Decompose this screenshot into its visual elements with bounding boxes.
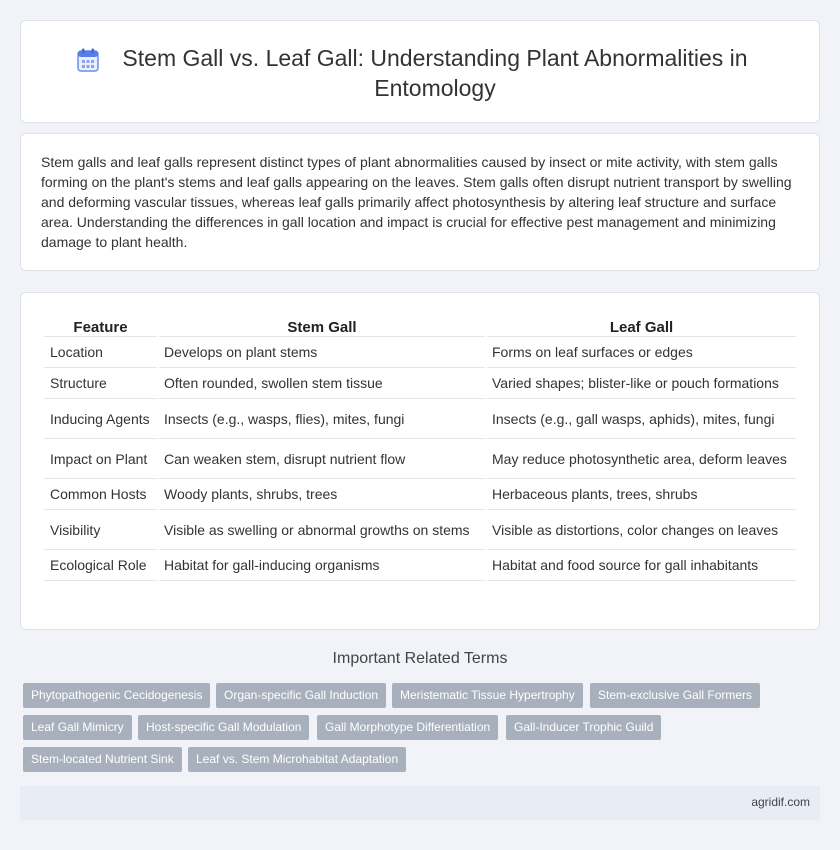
row-stem-gall: Often rounded, swollen stem tissue — [159, 368, 485, 399]
related-term-tag[interactable]: Host-specific Gall Modulation — [138, 715, 309, 740]
row-feature: Inducing Agents — [44, 399, 157, 439]
footer-site-link[interactable]: agridif.com — [751, 795, 810, 809]
row-stem-gall: Visible as swelling or abnormal growths on stems — [159, 510, 485, 550]
header-card — [20, 20, 820, 123]
comparison-table-card — [20, 292, 820, 630]
related-term-tag[interactable]: Stem-exclusive Gall Formers — [590, 683, 760, 708]
row-feature: Impact on Plant — [44, 439, 157, 479]
page-title: Stem Gall vs. Leaf Gall: Understanding Plant Abnormalities in Entomology — [122, 45, 748, 101]
related-term-tag[interactable]: Leaf Gall Mimicry — [23, 715, 132, 740]
row-stem-gall: Woody plants, shrubs, trees — [159, 479, 485, 510]
related-term-tag[interactable]: Leaf vs. Stem Microhabitat Adaptation — [188, 747, 406, 772]
table-row — [44, 550, 796, 581]
row-feature: Structure — [44, 368, 157, 399]
title-row — [21, 43, 819, 103]
row-leaf-gall: Herbaceous plants, trees, shrubs — [487, 479, 796, 510]
related-terms-heading: Important Related Terms — [332, 650, 508, 667]
row-leaf-gall: Varied shapes; blister-like or pouch formations — [487, 368, 796, 399]
table-row — [44, 368, 796, 399]
intro-card — [20, 133, 820, 271]
table-header-row — [44, 313, 796, 337]
related-term-tag[interactable]: Gall Morphotype Differentiation — [317, 715, 498, 740]
related-term-tag[interactable]: Organ-specific Gall Induction — [216, 683, 386, 708]
row-feature: Common Hosts — [44, 479, 157, 510]
row-stem-gall: Insects (e.g., wasps, flies), mites, fungi — [159, 399, 485, 439]
related-term-tag[interactable]: Stem-located Nutrient Sink — [23, 747, 182, 772]
table-row — [44, 479, 796, 510]
row-feature: Location — [44, 337, 157, 368]
table-row — [44, 337, 796, 368]
row-leaf-gall: Visible as distortions, color changes on leaves — [487, 510, 796, 550]
row-stem-gall: Habitat for gall-inducing organisms — [159, 550, 485, 581]
row-leaf-gall: Habitat and food source for gall inhabitants — [487, 550, 796, 581]
row-leaf-gall: Forms on leaf surfaces or edges — [487, 337, 796, 368]
row-feature: Visibility — [44, 510, 157, 550]
related-term-tag[interactable]: Gall-Inducer Trophic Guild — [506, 715, 661, 740]
row-leaf-gall: May reduce photosynthetic area, deform leaves — [487, 439, 796, 479]
table-row — [44, 399, 796, 439]
related-term-tag[interactable]: Meristematic Tissue Hypertrophy — [392, 683, 583, 708]
related-term-tag[interactable]: Phytopathogenic Cecidogenesis — [23, 683, 210, 708]
calendar-icon — [77, 48, 99, 72]
table-row — [44, 510, 796, 550]
row-stem-gall: Can weaken stem, disrupt nutrient flow — [159, 439, 485, 479]
row-stem-gall: Develops on plant stems — [159, 337, 485, 368]
intro-paragraph: Stem galls and leaf galls represent distinct types of plant abnormalities caused by insect or mite activity, with stem galls forming on the plant's stems and leaf galls appearing on the leaves. Stem galls often disrupt nutrient transport by swelling and deforming vascular tissues, whereas leaf galls primarily affect photosynthesis by altering leaf structure and surface area. Understanding the differences in gall location and impact is crucial for effective pest management and minimizing damage to plant health. — [41, 154, 792, 250]
footer-bar — [20, 786, 820, 820]
comparison-table — [42, 313, 798, 581]
row-leaf-gall: Insects (e.g., gall wasps, aphids), mites, fungi — [487, 399, 796, 439]
table-row — [44, 439, 796, 479]
header-leaf-gall: Leaf Gall — [487, 313, 796, 337]
header-stem-gall: Stem Gall — [159, 313, 485, 337]
header-feature: Feature — [44, 313, 157, 337]
row-feature: Ecological Role — [44, 550, 157, 581]
